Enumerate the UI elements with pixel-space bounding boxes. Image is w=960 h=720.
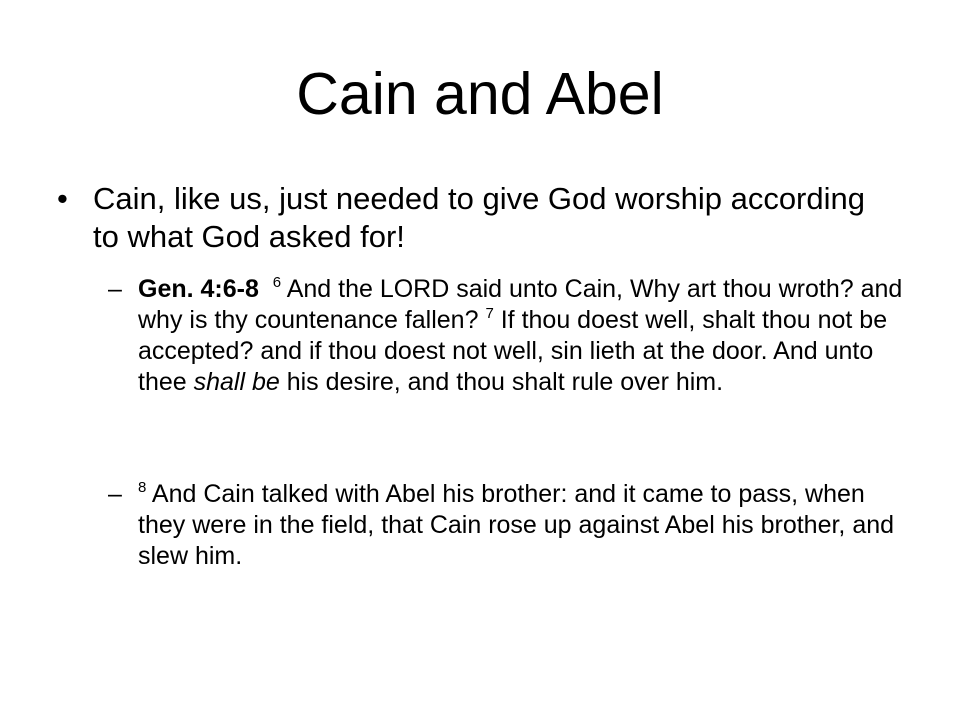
bullet-text: Cain, like us, just needed to give God worship according to what God asked for! — [93, 181, 865, 254]
sub-bullet-marker: – — [108, 480, 122, 508]
bullet-item — [57, 180, 877, 256]
verse-italic-text: shall be — [193, 368, 280, 396]
verse-text: If thou doest well, shalt thou not be accepted? and if thou doest not well, sin lieth at the door. And unto thee — [138, 306, 888, 396]
sub-bullet-text — [138, 274, 908, 398]
verse-text: And the LORD said unto Cain, Why art thou wroth? and why is thy countenance fallen? — [138, 275, 903, 334]
sub-bullet-text — [138, 479, 908, 572]
verse-number: 8 — [138, 479, 147, 496]
sub-bullet-verses-6-7 — [108, 274, 908, 398]
verse-number: 7 — [485, 305, 494, 322]
slide-title: Cain and Abel — [296, 61, 664, 127]
sub-bullet-marker: – — [108, 275, 122, 303]
sub-bullet-verse-8 — [108, 479, 908, 572]
bullet-marker: • — [57, 181, 68, 216]
verse-text: his desire, and thou shalt rule over him. — [279, 368, 724, 396]
verse-number: 6 — [272, 274, 282, 291]
scripture-reference: Gen. 4:6-8 — [138, 275, 259, 303]
verse-text: And Cain talked with Abel his brother: and it came to pass, when they were in the field, that Cain rose up against Abel his brother, and slew him. — [138, 480, 895, 570]
